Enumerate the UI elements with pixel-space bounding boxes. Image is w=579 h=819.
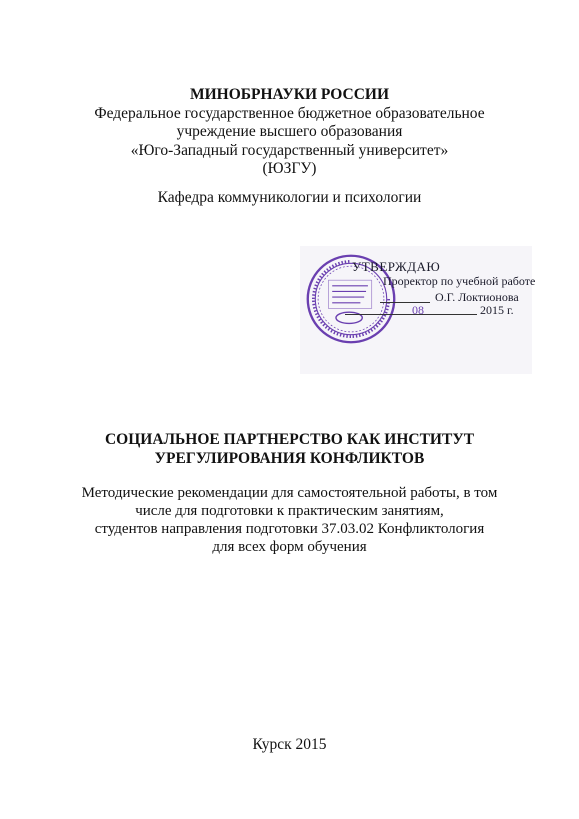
title-line-1: СОЦИАЛЬНОЕ ПАРТНЕРСТВО КАК ИНСТИТУТ — [104, 431, 475, 448]
date-line — [345, 314, 477, 315]
description-line-3: студентов направления подготовки 37.03.02 Конфликтология — [94, 521, 485, 537]
institution-line-1: Федеральное государственное бюджетное образовательное — [94, 104, 485, 122]
header-block — [0, 86, 579, 179]
approval-position: Проректор по учебной работе — [383, 274, 536, 288]
department-name: Кафедра коммуникологии и психологии — [157, 189, 422, 206]
description-line-4: для всех форм обучения — [212, 539, 367, 555]
approval-heading: УТВЕРЖДАЮ — [352, 259, 441, 274]
approval-year: 2015 г. — [480, 303, 514, 317]
title-line-2: УРЕГУЛИРОВАНИЯ КОНФЛИКТОВ — [154, 449, 425, 467]
city-year: Курск 2015 — [252, 736, 327, 753]
institution-line-2: учреждение высшего образования — [176, 123, 403, 140]
approver-name: О.Г. Локтионова — [435, 290, 519, 304]
document-title — [0, 431, 579, 468]
university-abbreviation: (ЮЗГУ) — [262, 160, 317, 177]
description-line-2: числе для подготовки к практическим занятиям, — [135, 503, 444, 519]
approval-month: 08 — [412, 303, 424, 317]
university-name: «Юго-Западный государственный университет» — [130, 141, 449, 159]
approval-stamp — [300, 246, 536, 374]
document-description — [0, 484, 579, 556]
ministry-name: МИНОБРНАУКИ РОССИИ — [189, 86, 390, 103]
description-line-1: Методические рекомендации для самостоятельной работы, в том — [81, 485, 498, 501]
